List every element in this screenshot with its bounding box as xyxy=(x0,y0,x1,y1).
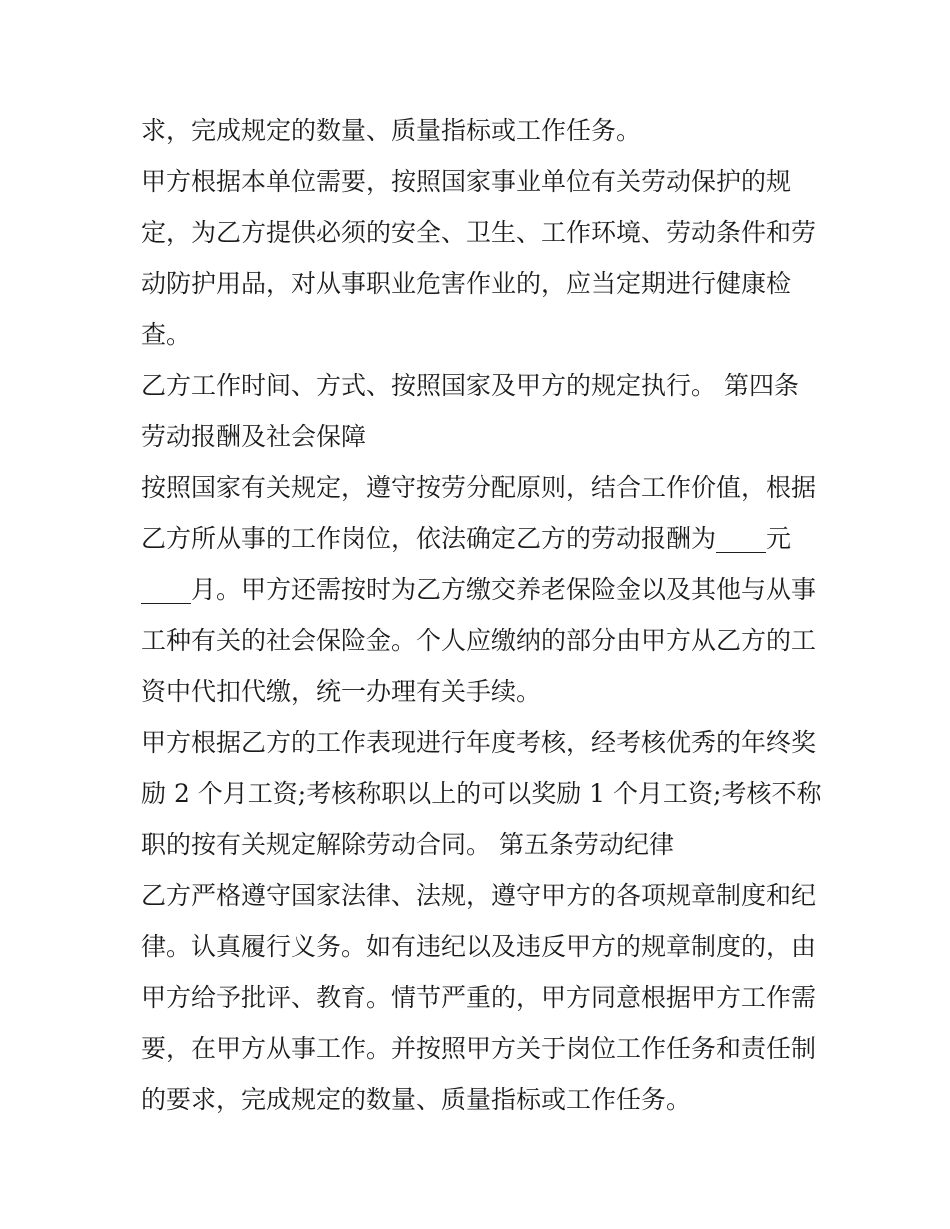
text-line: 甲方根据本单位需要，按照国家事业单位有关劳动保护的规 xyxy=(141,167,792,196)
text-line: 职的按有关规定解除劳动合同。 第五条劳动纪律 xyxy=(141,830,674,859)
text-line: 工种有关的社会保险金。个人应缴纳的部分由甲方从乙方的工 xyxy=(141,626,817,655)
text-line: 乙方严格遵守国家法律、法规，遵守甲方的各项规章制度和纪 xyxy=(141,881,817,910)
text-line: ____月。甲方还需按时为乙方缴交养老保险金以及其他与从事 xyxy=(141,575,817,604)
text-line: 求，完成规定的数量、质量指标或工作任务。 xyxy=(141,116,642,145)
text-line: 按照国家有关规定，遵守按劳分配原则，结合工作价值，根据 xyxy=(141,473,817,502)
text-line: 励 2 个月工资;考核称职以上的可以奖励 1 个月工资;考核不称 xyxy=(141,779,821,808)
text-line: 动防护用品，对从事职业危害作业的，应当定期进行健康检 xyxy=(141,269,792,298)
text-line: 乙方工作时间、方式、按照国家及甲方的规定执行。 第四条 xyxy=(141,371,799,400)
text-line: 劳动报酬及社会保障 xyxy=(141,422,367,451)
text-line: 律。认真履行义务。如有违纪以及违反甲方的规章制度的，由 xyxy=(141,932,817,961)
text-line: 定，为乙方提供必须的安全、卫生、工作环境、劳动条件和劳 xyxy=(141,218,817,247)
text-line: 的要求，完成规定的数量、质量指标或工作任务。 xyxy=(141,1085,692,1114)
text-line: 甲方根据乙方的工作表现进行年度考核，经考核优秀的年终奖 xyxy=(141,728,817,757)
text-line: 查。 xyxy=(141,320,192,349)
text-line: 资中代扣代缴，统一办理有关手续。 xyxy=(141,677,542,706)
text-line: 乙方所从事的工作岗位，依法确定乙方的劳动报酬为____元 xyxy=(141,524,792,553)
text-line: 要，在甲方从事工作。并按照甲方关于岗位工作任务和责任制 xyxy=(141,1034,817,1063)
text-line: 甲方给予批评、教育。情节严重的，甲方同意根据甲方工作需 xyxy=(141,983,817,1012)
contract-text xyxy=(141,105,821,1125)
